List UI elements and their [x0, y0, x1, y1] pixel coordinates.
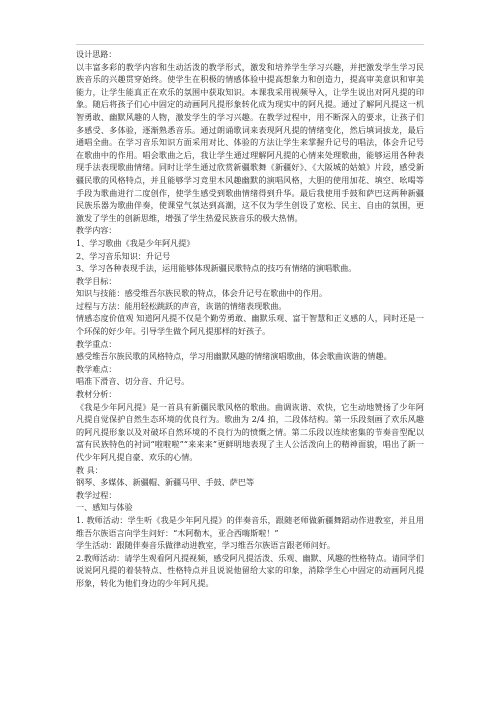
- content-item: 1、学习歌曲《我是少年阿凡提》: [76, 237, 195, 248]
- design-heading: 设计思路：: [76, 49, 117, 59]
- difficulty-heading: 教学难点：: [76, 363, 117, 374]
- content-item: 2、学习音乐知识：升记号: [76, 250, 171, 261]
- goal-knowledge: 知识与技能：感受维吾尔族民歌的特点，体会升记号在歌曲中的作用。: [76, 288, 327, 299]
- header-rule: [76, 44, 424, 45]
- difficulty-body: 唱准下滑音、切分音、升记号。: [76, 376, 190, 387]
- goal-process: 过程与方法：能用轻松跳跃的声音，诙谐的情绪表现歌曲。: [76, 300, 287, 311]
- process-heading: 教学过程：: [76, 489, 117, 500]
- analysis-heading: 教材分析：: [76, 389, 117, 400]
- goals-heading: 教学目标：: [76, 275, 117, 286]
- tools-body: 钢琴、多媒体、新疆帽、新疆马甲、手鼓、萨巴等: [76, 477, 255, 488]
- content-heading: 教学内容：: [76, 225, 117, 236]
- goal-values: 情感态度价值观 知道阿凡提不仅是个勤劳勇敢、幽默乐观、富于智慧和正义感的人，同时还是一个环保的好少年。引导学生做个阿凡提那样的好孩子。: [76, 313, 424, 337]
- tools-heading: 教 具：: [76, 464, 103, 475]
- analysis-paragraph: 《我是少年阿凡提》是一首具有新疆民歌风格的歌曲。曲调诙谐、欢快，它生动地赞扬了少年阿凡提自觉保护自然生态环境的优良行为。歌曲为 2/4 拍，二段体结构。第一乐段刻画了欢乐风趣的阿凡提形象以及对破坏自然环境的不良行为的愤慨之情。第二乐段以连续密集的节奏音型配以富有民族特色的衬词“啦啦啦”“来来来”更鲜明地表现了主人公活泼向上的精神面貌，唱出了新一代少年阿凡提自豪、欢乐的心情。: [76, 401, 424, 462]
- step1-teacher: 1. 教师活动：学生听《我是少年阿凡提》的伴奏音乐，跟随老师做新疆舞蹈动作进教室，并且用维吾尔族语言向学生问好：“木阿勒木，亚合西嗨斯啦！”: [76, 514, 424, 538]
- key-heading: 教学重点：: [76, 338, 117, 349]
- content-item: 3、学习各种表现手法，运用能够体现新疆民歌特点的技巧有情绪的演唱歌曲。: [76, 263, 357, 274]
- key-body: 感受维吾尔族民歌的风格特点，学习用幽默风趣的情绪演唱歌曲，体会歌曲诙谐的情趣。: [76, 351, 392, 362]
- step1-student: 学生活动：跟随伴奏音乐做律动进教室，学习维吾尔族语言跟老师问好。: [76, 540, 336, 551]
- design-paragraph: 以丰富多彩的教学内容和生动活泼的教学形式，激发和培养学生学习兴趣，并把激发学生学习民族音乐的兴趣贯穿始终。使学生在积极的情感体验中提高想象力和创造力，提高审美意识和审美能力，让学生能真正在欢乐的氛围中获取知识。本课我采用视频导入，让学生说出对阿凡提的印象。随后将孩子们心中固定的动画阿凡提形象转化成为现实中的阿凡提。通过了解阿凡提这一机智勇敢、幽默风趣的人物，激发学生的学习兴趣。在教学过程中，用不断深入的要求，让孩子们多感受、多体验，逐渐熟悉音乐。通过朗诵歌词来表现阿凡提的情绪变化，然后填词拔龙，最后通唱全曲。在学习音乐知识方面采用对比、体验的方法让学生来掌握升记号的唱法，体会升记号在歌曲中的作用。唱会歌曲之后，我让学生通过理解阿凡提的心情来处理歌曲，能够运用各种表现手法表现歌曲情绪。同时让学生通过欣赏新疆歌舞《新疆好》、《大阪城的姑娘》片段，感受新疆民歌的风格特点，并且能够学习竞里木风趣幽默的演唱风格，大胆的使用加花、填空、吆喝等手段为歌曲进行二度创作，使学生感受到歌曲情绪得到升华。最后我使用手鼓和萨巴这两种新疆民族乐器为歌曲伴奏，使课堂气氛达到高潮，这不仅为学生创设了宽松、民主、自由的氛围，更激发了学生的创新思维，增强了学生热爱民族音乐的极大热情。: [76, 61, 424, 223]
- document-page: [76, 44, 424, 590]
- step1-heading: 一、感知与体验: [76, 502, 133, 513]
- step2-teacher: 2.教师活动：请学生观看阿凡提视频，感受阿凡提活泼、乐观、幽默、风趣的性格特点。请同学们说说阿凡提的着装特点、性格特点并且说说他留给大家的印象，消除学生心中固定的动画阿凡提形象，转化为他们身边的少年阿凡提。: [76, 552, 424, 588]
